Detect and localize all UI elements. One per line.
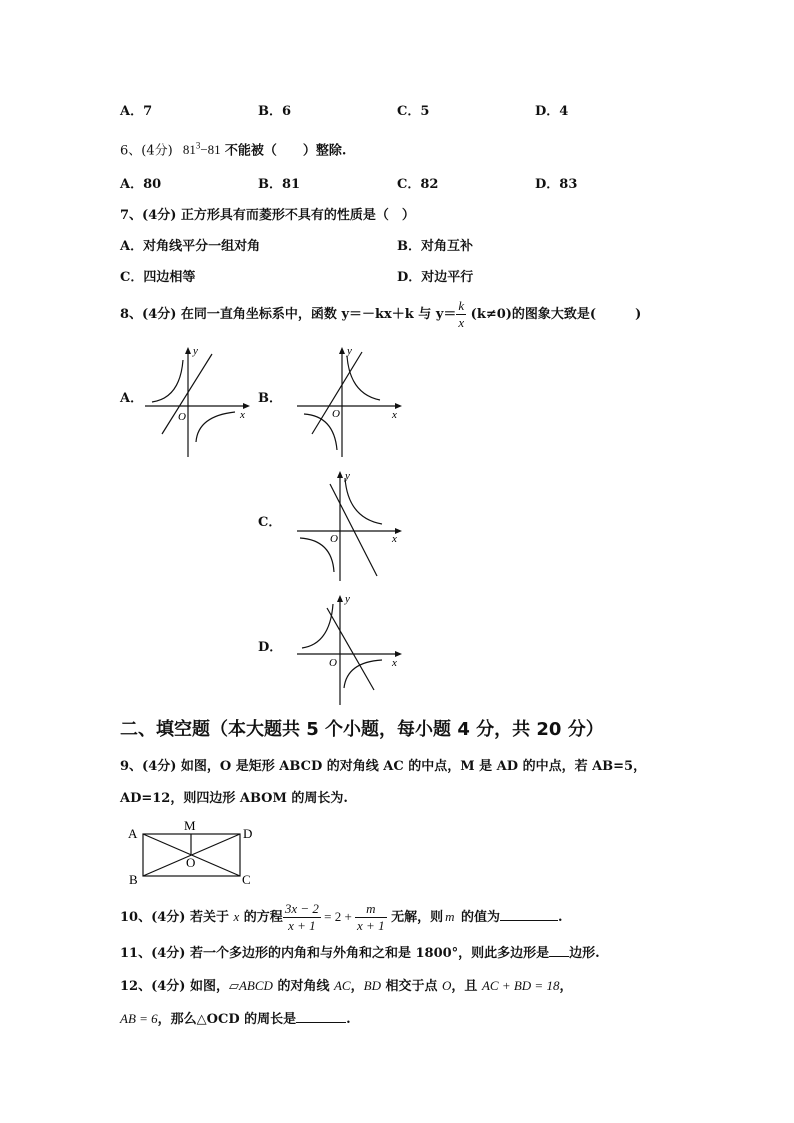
hyperbola-branch-2 [344, 660, 382, 688]
y-label: y [345, 593, 350, 605]
q12-period: . [346, 1012, 351, 1027]
q8-graph-c-label: C． [258, 515, 282, 530]
x-label: x [392, 409, 397, 421]
q10-f1-den: x + 1 [288, 918, 316, 933]
q11-end: 边形. [569, 946, 600, 961]
q5-option-a: A．7 [120, 104, 153, 119]
q12-text-e: ， [559, 979, 573, 994]
q10-fraction-2 [355, 902, 387, 933]
q7-option-d: D．对边平行 [397, 270, 474, 285]
q8-text-a: 8、(4分) 在同一直角坐标系中，函数 y＝－kx＋k 与 y＝ [120, 307, 457, 322]
label-a: A [128, 826, 138, 841]
q6-option-d: D．83 [535, 177, 578, 192]
q10-f2-den: x + 1 [357, 918, 385, 933]
q6-expr-exp: 3 [195, 141, 201, 151]
line-graph [327, 608, 374, 690]
q6-option-a: A．80 [120, 177, 162, 192]
q10-period: . [558, 910, 563, 925]
q6-prefix: 6、(4分) [120, 143, 173, 159]
q6-expr-tail: −81 [200, 142, 221, 158]
q6-expression [183, 142, 221, 157]
q12-text-b: 的对角线 [272, 979, 334, 994]
q9-line1: 9、(4分) 如图，O 是矩形 ABCD 的对角线 AC 的中点，M 是 AD 的中点，若 AB=5， [120, 759, 647, 774]
q12-answer-blank[interactable] [296, 1022, 346, 1023]
q7-option-c: C．四边相等 [120, 270, 196, 285]
x-label: x [392, 533, 397, 545]
q12-sum: AC + BD = 18 [481, 978, 560, 993]
q12-line1 [120, 979, 572, 993]
q8-graph-d-label: D． [258, 640, 283, 655]
q8-fraction [456, 299, 466, 330]
q12-o: O [442, 978, 452, 993]
q6-text: 不能被（ ）整除. [224, 143, 347, 159]
q8-graph-b [292, 342, 407, 462]
q5-option-d: D．4 [535, 104, 569, 119]
q9-line2: AD=12，则四边形 ABOM 的周长为. [120, 791, 348, 806]
hyperbola-branch-1 [347, 356, 380, 400]
q8-stem [120, 299, 641, 331]
label-b: B [129, 872, 138, 887]
label-m: M [184, 818, 196, 833]
q11-text: 11、(4分) 若一个多边形的内角和与外角和之和是 1800°，则此多边形是 [120, 946, 550, 961]
q10-eq: = 2 + [320, 909, 356, 924]
q5-option-b: B．6 [258, 104, 292, 119]
q8-graph-b-label: B． [258, 391, 282, 406]
x-label: x [240, 409, 245, 421]
hyperbola-branch-1 [345, 478, 382, 524]
label-d: D [243, 826, 253, 841]
line-graph [312, 352, 362, 434]
q12-bd: BD [363, 978, 381, 993]
q10-var-m: m [445, 909, 455, 924]
q12-text-c: 相交于点 [380, 979, 443, 994]
q12-prefix: 12、(4分) 如图， [120, 979, 229, 994]
q12-ac: AC [333, 978, 351, 993]
q7-option-b: B．对角互补 [397, 239, 473, 254]
line-graph [330, 484, 377, 576]
q10-answer-blank[interactable] [500, 920, 558, 921]
q6-expr-base: 81 [182, 142, 196, 158]
q8-frac-den: x [458, 315, 465, 330]
origin-label: O [332, 408, 340, 420]
q10-end: 的值为 [456, 910, 501, 925]
q10-mid: 的方程 [239, 910, 283, 925]
hyperbola-branch-2 [300, 538, 334, 572]
q12-parallelogram: ▱ABCD [228, 978, 273, 993]
q5-option-c: C．5 [397, 104, 430, 119]
y-label: y [193, 345, 198, 357]
origin-label: O [178, 411, 186, 423]
q8-graph-a-label: A． [120, 391, 144, 406]
y-label: y [345, 470, 350, 482]
q6-option-b: B．81 [258, 177, 301, 192]
q12-comma: ， [350, 979, 364, 994]
q8-graph-d [292, 590, 407, 710]
label-o: O [186, 855, 196, 870]
x-label: x [392, 657, 397, 669]
hyperbola-branch-2 [196, 412, 235, 442]
label-c: C [242, 872, 251, 887]
q7-stem: 7、(4分) 正方形具有而菱形不具有的性质是（ ） [120, 208, 415, 223]
q7-option-a: A．对角线平分一组对角 [120, 239, 261, 254]
hyperbola-branch-1 [152, 360, 183, 402]
q10-var-x: x [233, 909, 240, 924]
q11-stem [120, 947, 600, 960]
q10-fraction-1 [283, 902, 321, 933]
q10-f2-num: m [355, 902, 387, 918]
y-label: y [347, 345, 352, 357]
q6-stem [120, 142, 346, 157]
q12-ab: AB = 6 [120, 1011, 158, 1026]
q11-answer-blank[interactable] [549, 956, 569, 957]
q8-graph-c [292, 466, 407, 586]
q12-text-d: ，且 [451, 979, 482, 994]
q10-prefix: 10、(4分) 若关于 [120, 910, 234, 925]
section-2-title: 二、填空题（本大题共 5 个小题，每小题 4 分，共 20 分） [120, 719, 604, 740]
q9-rectangle-figure [124, 818, 264, 888]
q8-text-b: (k≠0)的图象大致是( ) [466, 307, 642, 322]
q8-graph-a [140, 342, 255, 462]
y-axis-arrow [337, 471, 343, 478]
y-axis-arrow [185, 347, 191, 354]
q10-f1-num: 3x − 2 [284, 901, 319, 916]
q6-option-c: C．82 [397, 177, 439, 192]
y-axis-arrow [339, 347, 345, 354]
y-axis-arrow [337, 595, 343, 602]
q8-frac-num: k [458, 298, 465, 313]
origin-label: O [329, 657, 337, 669]
origin-label: O [330, 533, 338, 545]
q12-line2 [120, 1012, 351, 1026]
q12-text-line2: ，那么△OCD 的周长是 [157, 1012, 297, 1027]
q10-tail: 无解，则 [386, 910, 444, 925]
q10-stem [120, 898, 563, 937]
